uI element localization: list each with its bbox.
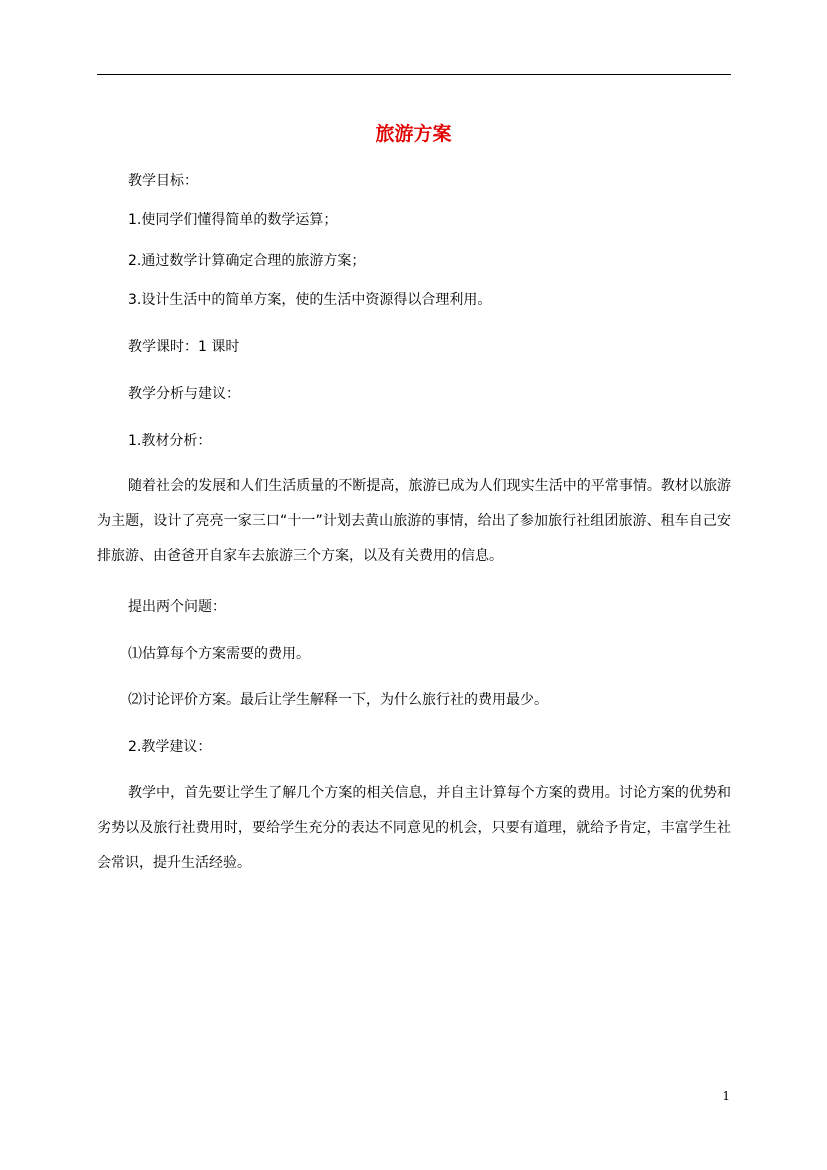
page-number: 1 [722,1089,730,1103]
goals-heading: 教学目标： [128,173,198,189]
header-rule [97,74,731,75]
document-title: 旅游方案 [375,123,452,145]
question-item-1: ⑴估算每个方案需要的费用。 [128,646,310,662]
goal-item-1: 1.使同学们懂得简单的数学运算； [128,212,338,228]
analysis-heading: 教学分析与建议： [128,386,240,402]
material-heading: 1.教材分析： [128,433,212,449]
suggestion-heading: 2.教学建议： [128,739,212,755]
suggestion-paragraph: 教学中，首先要让学生了解几个方案的相关信息，并自主计算每个方案的费用。讨论方案的优势和劣势以及旅行社费用时，要给学生充分的表达不同意见的机会，只要有道理，就给予肯定，丰富学生社会常识，提升生活经验。 [97,785,731,871]
question-item-2: ⑵讨论评价方案。最后让学生解释一下，为什么旅行社的费用最少。 [128,692,548,708]
questions-heading: 提出两个问题： [128,599,226,615]
material-paragraph: 随着社会的发展和人们生活质量的不断提高，旅游已成为人们现实生活中的平常事情。教材以旅游为主题，设计了亮亮一家三口“十一”计划去黄山旅游的事情，给出了参加旅行社组团旅游、租车自己安排旅游、由爸爸开自家车去旅游三个方案，以及有关费用的信息。 [97,478,731,564]
class-hours: 教学课时：1 课时 [128,339,240,355]
goal-item-2: 2.通过数学计算确定合理的旅游方案； [128,253,366,269]
goal-item-3: 3.设计生活中的简单方案，使的生活中资源得以合理利用。 [128,292,492,308]
